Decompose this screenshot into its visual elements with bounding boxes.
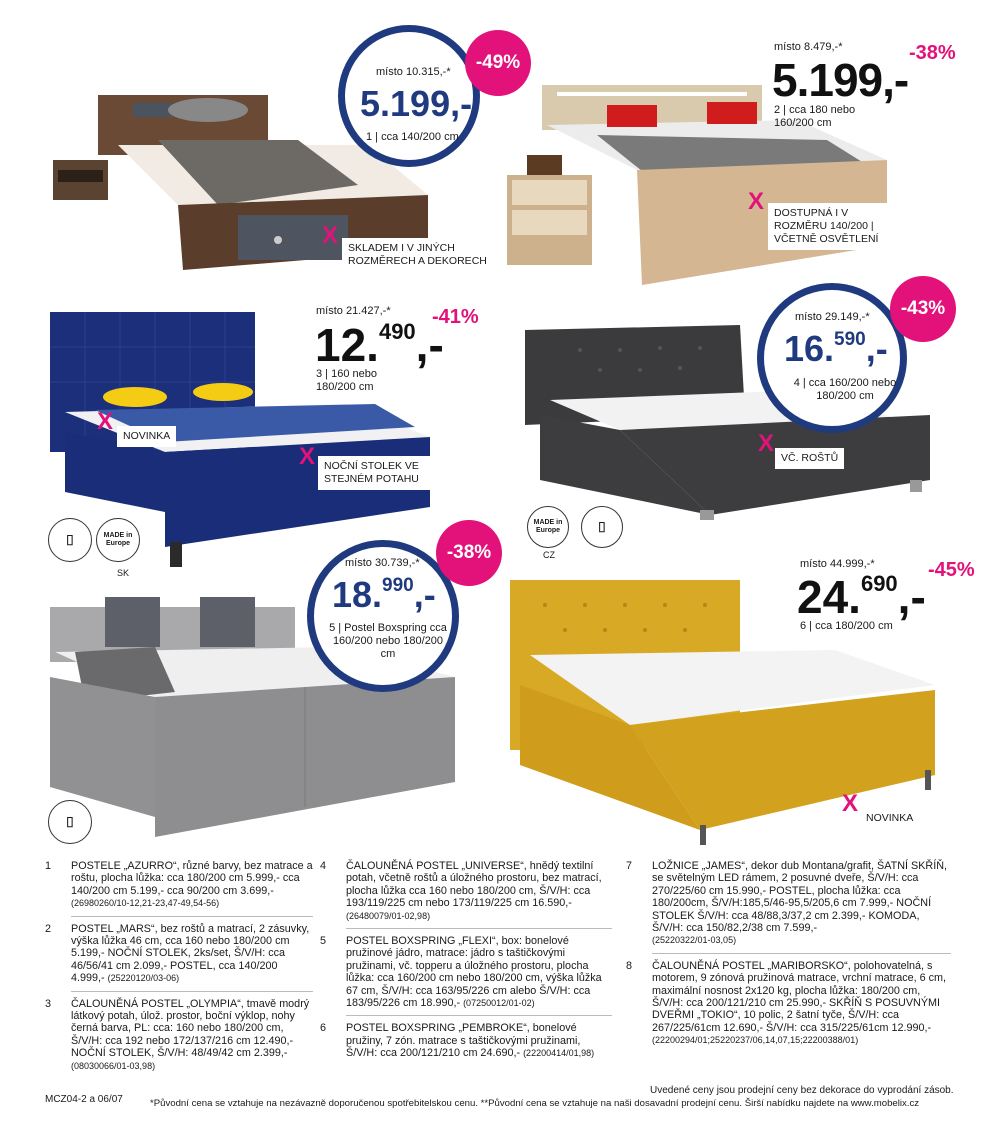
desc-2: 2 | cca 180 nebo 160/200 cm	[774, 104, 856, 129]
desc-1: 1 | cca 140/200 cm	[366, 131, 459, 143]
price-6-main: 24.	[797, 571, 861, 623]
price-5-end: ,-	[413, 574, 436, 615]
divider	[346, 928, 612, 929]
details-column-1	[45, 860, 313, 1078]
footer-disclaimer: *Původní cena se vztahuje na nezávazně doporučenou spotřebitelskou cenu. **Původní cena se vztahuje na naši dosavadní prodejní cenu. Širší nabídku najdete na www.mobelix.cz	[150, 1098, 920, 1109]
made-in-europe-badge: MADE in Europe	[527, 506, 569, 548]
price-3-cents: 490	[378, 319, 416, 344]
price-4-end: ,-	[865, 328, 888, 369]
details-column-3	[626, 860, 951, 1053]
detail-item: 3 ČALOUNĚNÁ POSTEL „OLYMPIA“, tmavě modrý látkový potah, úlož. prostor, boční výklop, nohy černá barva, PL: cca: 160 nebo 180/200 cm, Š/V/H: cca 192 nebo 172/137/216 cm 12.490,- NOČNÍ STOLEK, Š/V/H: 48/49/42 cm 2.399,- (08030066/01-03,98)	[45, 997, 310, 1071]
original-price-1: místo 10.315,-*	[376, 66, 451, 78]
detail-item: 8 ČALOUNĚNÁ POSTEL „MARIBORSKO“, polohovatelná, s motorem, 9 zónová pružinová matrace, vrchní matrace, 6 cm, maximální nosnost 2x120 kg, plocha lůžka: 180/200 cm, Š/V/H: cca 200/121/210 cm 25.990,- SKŘÍŇ S POSUVNÝMI DVEŘMI „TOKIO“, 10 polic, 2 šatní tyče, Š/V/H: cca 267/225/61cm 12.690,- Š/V/H: cca 315/225/61cm 12.990,- (22200294/01;25220237/06,14,07,15;22200388/01)	[626, 959, 947, 1046]
discount-3: -41%	[432, 306, 479, 328]
price-4-cents: 590	[834, 329, 866, 350]
price-3-end: ,-	[415, 319, 444, 371]
note-3a: NOVINKA	[117, 426, 176, 447]
price-5-cents: 990	[382, 575, 414, 596]
detail-item: 7 LOŽNICE „JAMES“, dekor dub Montana/grafit, ŠATNÍ SKŘÍŇ, se světelným LED rámem, 2 posuvné dveře, Š/V/H: cca 270/225/60 cm 15.990,- POSTEL, plocha lůžka: cca 180/200cm, Š/V/H:185,5/46-95,5/205,6 cm 7.999,- NOČNÍ STOLEK Š/V/H: cca 48/88,3/37,2 cm 2.399,- KOMODA, Š/V/H: cca 150/82,2/38 cm 7.599,- (25220322/01-03,05)	[626, 860, 948, 946]
desc-3: 3 | 160 nebo 180/200 cm	[316, 368, 377, 393]
original-price-3: místo 21.427,-*	[316, 305, 391, 317]
made-in-europe-badge: MADE in Europe	[96, 518, 140, 562]
divider	[71, 991, 313, 992]
discount-badge-1: -49%	[465, 30, 531, 96]
desc-6: 6 | cca 180/200 cm	[800, 620, 893, 632]
note-2: DOSTUPNÁ I V ROZMĚRU 140/200 | VČETNĚ OSVĚTLENÍ	[768, 203, 900, 250]
note-6: NOVINKA	[860, 808, 919, 829]
desc-5: 5 | Postel Boxspring cca 160/200 nebo 180/200 cm	[329, 622, 447, 660]
original-price-4: místo 29.149,-*	[795, 311, 870, 323]
storage-bed-icon: ⌷	[581, 506, 623, 548]
x-mark-icon: X	[97, 408, 114, 435]
detail-item: 2 POSTEL „MARS“, bez roštů a matrací, 2 zásuvky, výška lůžka 46 cm, cca 160 nebo 180/200 cm 5.199,- NOČNÍ STOLEK, 2ks/set, Š/V/H: cca 46/56/41 cm 2.099,- POSTEL, cca 140/200 4.999,- (25220120/03-06)	[45, 922, 310, 985]
note-1: SKLADEM I V JINÝCH ROZMĚRECH A DEKORECH	[342, 238, 504, 272]
price-5-main: 18.	[332, 574, 383, 615]
original-price-5: místo 30.739,-*	[345, 557, 420, 569]
original-price-2: místo 8.479,-*	[774, 41, 843, 53]
detail-item: 5 POSTEL BOXSPRING „FLEXI“, box: bonelové pružinové jádro, matrace: jádro s taštičkovými pružinami, vč. topperu a úložného prostoru, plocha lůžka: cca 160/200 cm nebo 180/200 cm, výška lůžka 67 cm, Š/V/H: cca 163/95/226 cm alebo Š/V/H: cca 183/95/226 cm 18.990,- (07250012/01-02)	[320, 935, 602, 1010]
storage-bed-icon: ⌷	[48, 518, 92, 562]
discount-2: -38%	[909, 42, 956, 64]
price-5	[332, 574, 436, 616]
prices-note: Uvedené ceny jsou prodejní ceny bez dekorace do vyprodání zásob.	[650, 1085, 954, 1096]
discount-badge-4: -43%	[890, 276, 956, 342]
divider	[71, 916, 313, 917]
price-3-main: 12.	[315, 319, 379, 371]
x-mark-icon: X	[322, 222, 339, 249]
discount-6: -45%	[928, 559, 975, 581]
note-4: VČ. ROŠTŮ	[775, 448, 844, 469]
detail-item: 4 ČALOUNĚNÁ POSTEL „UNIVERSE“, hnědý textilní potah, včetně roštů a úložného prostoru, bez matrací, plocha lůžka cca 160 nebo 180/200 cm, Š/V/H: cca 193/119/225 cm nebo 173/119/225 cm 16.590,- (26480079/01-02,98)	[320, 860, 602, 921]
x-mark-icon: X	[299, 443, 316, 470]
divider	[652, 953, 951, 954]
divider	[346, 1015, 612, 1016]
price-4-main: 16.	[784, 328, 835, 369]
detail-item: 1 POSTELE „AZURRO“, různé barvy, bez matrace a roštu, plocha lůžka: cca 180/200 cm 5.999,- cca 140/200 cm 5.199,- cca 90/200 cm 3.699,- (26980260/10-12,21-23,47-49,54-56)	[45, 860, 313, 909]
storage-bed-icon: ⌷	[48, 800, 92, 844]
price-1: 5.199,-	[360, 83, 473, 124]
country-4: CZ	[543, 550, 555, 560]
price-6-end: ,-	[897, 571, 926, 623]
country-3: SK	[117, 568, 130, 578]
detail-item: 6 POSTEL BOXSPRING „PEMBROKE“, bonelové pružiny, 7 zón. matrace s taštičkovými pružinami, Š/V/H: cca 200/121/210 cm 24.690,- (22200414/01,98)	[320, 1022, 595, 1060]
note-3b: NOČNÍ STOLEK VE STEJNÉM POTAHU	[318, 456, 448, 490]
discount-badge-5: -38%	[436, 520, 502, 586]
price-2: 5.199,-	[772, 54, 909, 106]
details-column-2	[320, 860, 612, 1066]
x-mark-icon: X	[842, 790, 859, 817]
price-6-cents: 690	[860, 571, 898, 596]
x-mark-icon: X	[748, 188, 765, 215]
desc-4: 4 | cca 160/200 nebo 180/200 cm	[793, 377, 897, 402]
x-mark-icon: X	[758, 430, 775, 457]
original-price-6: místo 44.999,-*	[800, 558, 875, 570]
price-3	[315, 318, 444, 372]
price-4	[784, 328, 888, 370]
price-6	[797, 570, 926, 624]
catalog-code: MCZ04-2 a 06/07	[45, 1094, 123, 1105]
